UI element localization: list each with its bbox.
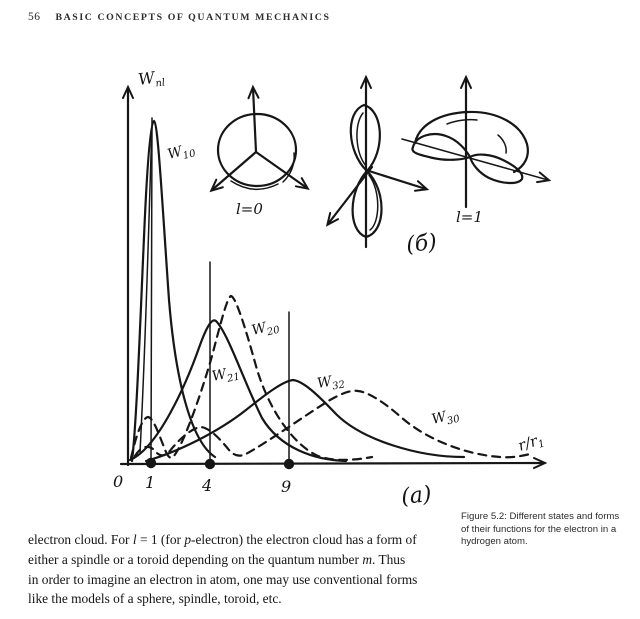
curve-w10 <box>132 121 215 461</box>
models-panel-b <box>212 78 548 258</box>
y-axis-label: $W_{nl}$ <box>136 67 166 90</box>
sphere-model <box>212 88 307 218</box>
toroid-right-lobe <box>470 155 522 183</box>
spindle-model <box>328 78 426 247</box>
panel-a-label: (a) <box>400 481 433 510</box>
body-line: electron cloud. For l = 1 (for p-electron) the electron cloud has a form of <box>28 532 417 547</box>
label-w21: $W_{21}$ <box>210 366 241 385</box>
body-line: like the models of a sphere, spindle, toroid, etc. <box>28 591 282 607</box>
figure-caption <box>461 511 639 549</box>
toroid-retrace-right <box>498 135 506 153</box>
caption-line: of their functions for the electron in a <box>461 523 617 535</box>
toroid-label: l=1 <box>456 208 483 226</box>
sphere-up-arrow <box>253 88 256 152</box>
toroid-model <box>402 78 548 226</box>
body-line: either a spindle or a toroid depending on the quantum number m. Thus <box>28 551 406 567</box>
tick-4: 4 <box>202 476 213 495</box>
curve-w30 <box>135 391 530 458</box>
tick-9: 9 <box>281 477 292 496</box>
label-w20: $W_{20}$ <box>250 319 282 339</box>
tick-0: 0 <box>113 472 124 491</box>
axis-dot-9 <box>284 459 294 469</box>
running-title: BASIC CONCEPTS OF QUANTUM MECHANICS <box>55 12 331 23</box>
caption-line: Figure 5.2: Different states and forms <box>461 511 620 522</box>
sphere-label: l=0 <box>236 200 263 218</box>
body-line: in order to imagine an electron in atom, one may use conventional forms <box>28 571 418 587</box>
caption-line: hydrogen atom. <box>461 536 528 548</box>
page-number: 56 <box>28 11 41 23</box>
label-w10: $W_{10}$ <box>165 143 198 163</box>
sphere-right-arrow <box>256 152 307 188</box>
x-axis-label: $r/r_1$ <box>515 431 547 455</box>
axis-dot-4 <box>205 459 215 469</box>
label-w30: $W_{30}$ <box>430 408 462 428</box>
graph-panel-a <box>113 67 546 510</box>
panel-b-label: (б) <box>405 229 439 258</box>
curve-w20 <box>131 296 372 460</box>
axis-dot-1 <box>146 458 156 468</box>
tick-1: 1 <box>145 473 156 492</box>
x-axis <box>121 463 544 464</box>
label-w32: $W_{32}$ <box>315 373 346 393</box>
toroid-retrace-top <box>447 120 477 124</box>
body-paragraph <box>28 530 473 609</box>
